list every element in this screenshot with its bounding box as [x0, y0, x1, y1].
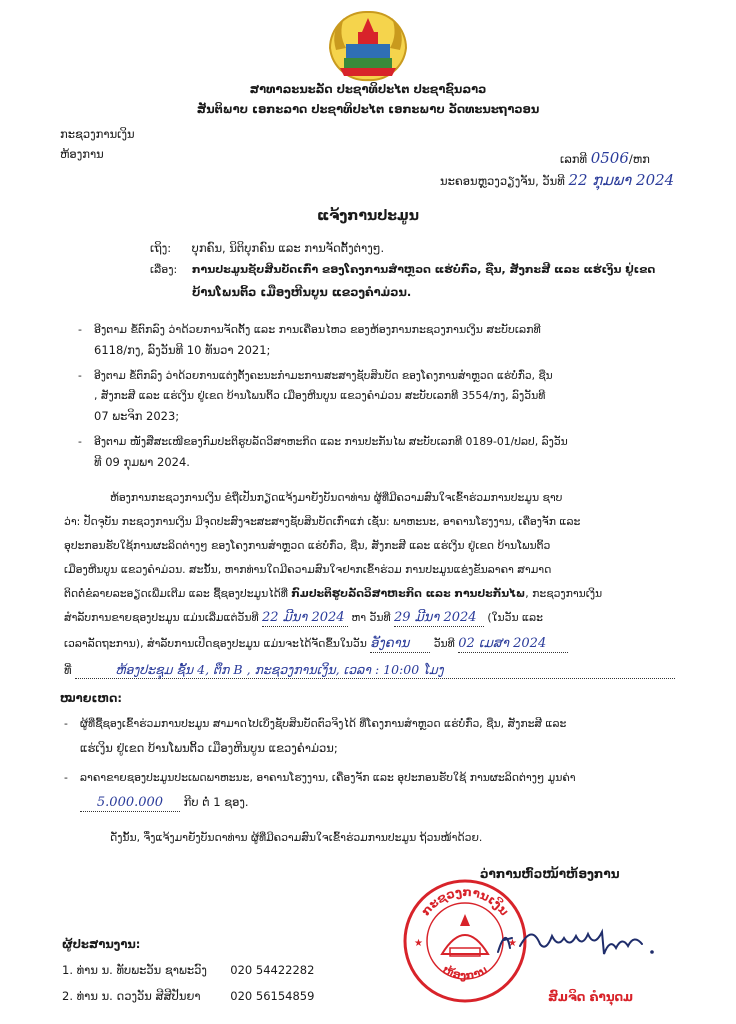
signatory-name: ສົມຈິດ ຄຳນຸດມ	[548, 990, 634, 1004]
contact-number: 1.	[62, 963, 73, 977]
reference-number	[560, 150, 650, 167]
opening-date-label: ວັນທີ	[433, 637, 455, 650]
reference-2-line-2: , ສັງກະສີ ແລະ ແຮ່ເງິນ ຢູ່ເຂດ ບ້ານໂພນຕິ້ວ ເມືອງຫີນບູນ ແຂວງຄຳມ່ວນ ສະບັບເລກທີ 3554/ກງ, ລົງວັນທີ	[94, 389, 546, 402]
closing-text: ດັ່ງນັ້ນ, ຈຶ່ງແຈ້ງມາຍັງບັນດາທ່ານ ຜູ້ທີ່ມີຄວາມສົນໃຈເຂົ້າຮ່ວມການປະມູນ ຖ້ວນໜ້າດ້ວຍ.	[110, 831, 483, 844]
svg-text:★: ★	[414, 938, 423, 949]
reference-2-line-1: - ອີງຕາມ ຂໍ້ຕົກລົງ ວ່າດ້ວຍການແຕ່ງຕັ້ງຄະນະກຳມະການສະສາງຊັບສິນບັດ ຂອງໂຄງການສຳຫຼວດ ແຮ່ບໍ່ກົ່ວ, ຊືນ	[94, 368, 553, 384]
sale-end-label: ຫາ ວັນທີ	[351, 611, 391, 624]
ministry-name: ກະຊວງການເງິນ	[60, 127, 135, 141]
body-line-5-a: ຕິດຕໍ່ຂໍລາຍລະອຽດເພີ່ມເຕີມ ແລະ ຊື້ຊອງປະມູນໄດ້ທີ່	[64, 587, 292, 600]
contact-phone: 020 54422282	[230, 963, 315, 977]
reference-number-value: 0506	[590, 149, 629, 167]
recipient-line	[150, 240, 384, 256]
stamp-top-text: ກະຊວງການເງິນ	[418, 884, 512, 919]
contact-name: ທ່ານ ນ. ທັບພະວັນ ຊາພະວົງ	[76, 963, 207, 977]
venue-value: ຫ້ອງປະຊຸມ ຊັ້ນ 4, ຕຶກ B , ກະຊວງການເງິນ, ເວລາ : 10:00 ໂມງ	[75, 662, 675, 679]
body-line-3: ອຸປະກອນຮັບໃຊ້ການຜະລິດຕ່າງໆ ຂອງໂຄງການສຳຫຼວດ ແຮ່ບໍ່ກົ່ວ, ຊືນ, ສັງກະສີ ແລະ ແຮ່ເງິນ ຢູ່ເຂດ ບ້ານໂພນຕິ້ວ	[64, 539, 551, 552]
contact-item	[62, 962, 314, 978]
recipient-value: ບຸກຄົນ, ນິຕິບຸກຄົນ ແລະ ການຈັດຕັ້ງຕ່າງໆ.	[191, 241, 385, 255]
sale-start-date: 22 ມີນາ 2024	[262, 610, 348, 627]
contact-phone: 020 56154859	[230, 989, 315, 1003]
body-line-5-c: , ກະຊວງການເງິນ	[525, 587, 603, 600]
reference-number-label: ເລກທີ	[560, 152, 588, 166]
body-line-5	[64, 586, 602, 602]
subject-label: ເລື່ອງ:	[150, 263, 178, 276]
note-2-line-2	[80, 794, 249, 812]
reference-2-line-3: 07 ພະຈິກ 2023;	[94, 409, 180, 423]
issue-date-value: 22 ກຸມພາ 2024	[568, 171, 675, 189]
place-date-label: ນະຄອນຫຼວງວຽງຈັນ, ວັນທີ	[440, 174, 565, 188]
body-line-6-c: (ໃນວັນ ແລະ	[487, 611, 543, 624]
office-name: ຫ້ອງການ	[60, 147, 104, 161]
envelope-price: 5.000.000	[80, 795, 180, 812]
contact-item	[62, 988, 314, 1004]
subject-line	[150, 262, 655, 278]
contact-name: ທ່ານ ນ. ດວງວັນ ສີສີປັນຍາ	[76, 989, 201, 1003]
opening-date: 02 ເມສາ 2024	[458, 636, 568, 653]
reference-3-line-1: - ອີງຕາມ ໜັງສືສະເໜີຂອງກົມປະຕິຮູບລັດວິສາຫະກິດ ແລະ ການປະກັນໄພ ສະບັບເລກທີ 0189-01/ປລປ, ລົງວັນ	[94, 434, 568, 450]
body-line-8	[64, 662, 675, 679]
body-line-2: ວ່າ: ປັດຈຸບັນ ກະຊວງການເງິນ ມີຈຸດປະສົງຈະສະສາງຊັບສິນບັດເກົ່າແກ່ ເຊັ່ນ: ພາຫະນະ, ອາຄານໂຮງງານ, ເຄື່ອງຈັກ ແລະ	[64, 515, 581, 528]
venue-label: ທີ່	[64, 663, 72, 677]
sale-start-label: ສຳລັບການຂາຍຊອງປະມູນ ແມ່ນເລີ່ມແຕ່ວັນທີ	[64, 611, 259, 624]
svg-text:ຫ້ອງການ	[440, 963, 489, 982]
place-date	[440, 172, 674, 189]
contacts-label: ຜູ້ປະສານງານ:	[62, 937, 141, 951]
national-motto: ສັນຕິພາບ ເອກະລາດ ປະຊາທິປະໄຕ ເອກະພາບ ວັດທະນະຖາວອນ	[196, 102, 540, 116]
stamp-bottom-text: ຫ້ອງການ	[440, 963, 490, 983]
recipient-label: ເຖິງ:	[150, 241, 172, 255]
country-name: ສາທາລະນະລັດ ປະຊາທິປະໄຕ ປະຊາຊົນລາວ	[249, 82, 487, 96]
body-line-7	[64, 636, 568, 653]
svg-text:★: ★	[508, 938, 517, 949]
signature-icon	[492, 918, 662, 962]
opening-label: ເວລາລັດຖະການ), ສຳລັບການເປີດຊອງປະມູນ ແມ່ນຈະໄດ້ຈັດຂຶ້ນໃນວັນ	[64, 637, 367, 650]
contact-number: 2.	[62, 989, 73, 1003]
subject-text-1: ການປະມູນຊັບສິນບັດເກົ່າ ຂອງໂຄງການສຳຫຼວດ ແຮ່ບໍ່ກົ່ວ, ຊືນ, ສັງກະສີ ແລະ ແຮ່ເງິນ ຢູ່ເຂດ	[191, 263, 656, 276]
reference-3-line-2: ທີ 09 ກຸມພາ 2024.	[94, 455, 190, 469]
sale-end-date: 29 ມີນາ 2024	[394, 610, 484, 627]
national-emblem-icon	[322, 8, 414, 82]
body-line-5-dept: ກົມປະຕິຮູບລັດວິສາຫະກິດ ແລະ ການປະກັນໄພ	[291, 587, 526, 600]
subject-text-2: ບ້ານໂພນຕິ້ວ ເມືອງຫີນບູນ ແຂວງຄຳມ່ວນ.	[192, 285, 412, 299]
reference-1-line-2: 6118/ກງ, ລົງວັນທີ 10 ທັນວາ 2021;	[94, 343, 271, 357]
reference-number-suffix: /ຫກ	[628, 152, 650, 166]
body-line-6	[64, 610, 543, 627]
signatory-title: ວ່າການຫົວໜ້າຫ້ອງການ	[480, 867, 620, 881]
body-line-1: ຫ້ອງການກະຊວງການເງິນ ຂໍຖືເປັນກຽດແຈ້ງມາຍັງບັນດາທ່ານ ຜູ້ທີ່ມີຄວາມສົນໃຈເຂົ້າຮ່ວມການປະມູນ ຊາບ	[110, 491, 563, 504]
note-1-line-2: ແຮ່ເງິນ ຢູ່ເຂດ ບ້ານໂພນຕິ້ວ ເມືອງຫີນບູນ ແຂວງຄຳມ່ວນ;	[80, 741, 338, 755]
note-1-line-1: - ຜູ້ທີ່ຊື້ຊອງເຂົ້າຮ່ວມການປະມູນ ສາມາດໄປເບິ່ງຊັບສິນບັດຕົວຈິງໄດ້ ທີ່ໂຄງການສຳຫຼວດ ແຮ່ບໍ່ກົ່ວ, ຊືນ, ສັງກະສີ ແລະ	[80, 716, 566, 732]
note-2-line-1: - ລາຄາຂາຍຊອງປະມູນປະເພດພາຫະນະ, ອາຄານໂຮງງານ, ເຄື່ອງຈັກ ແລະ ອຸປະກອນຮັບໃຊ້ ການຜະລິດຕ່າງໆ ມູນຄ່າ	[80, 770, 576, 786]
body-line-4: ເມືອງຫີນບູນ ແຂວງຄຳມ່ວນ. ສະນັ້ນ, ຫາກທ່ານໃດມີຄວາມສົນໃຈຢາກເຂົ້າຮ່ວມ ການປະມູນແຂ່ງຂັນລາຄາ ສາມາດ	[64, 563, 552, 576]
notes-label: ໝາຍເຫດ:	[60, 691, 122, 705]
page-title: ແຈ້ງການປະມູນ	[317, 208, 419, 224]
opening-day: ອັງຄານ	[370, 636, 430, 653]
reference-1-line-1: - ອີງຕາມ ຂໍ້ຕົກລົງ ວ່າດ້ວຍການຈັດຕັ້ງ ແລະ ການເຄື່ອນໄຫວ ຂອງຫ້ອງການກະຊວງການເງິນ ສະບັບເລກທີ	[94, 322, 541, 338]
envelope-price-suffix: ກີບ ຕໍ່ 1 ຊອງ.	[183, 795, 249, 809]
